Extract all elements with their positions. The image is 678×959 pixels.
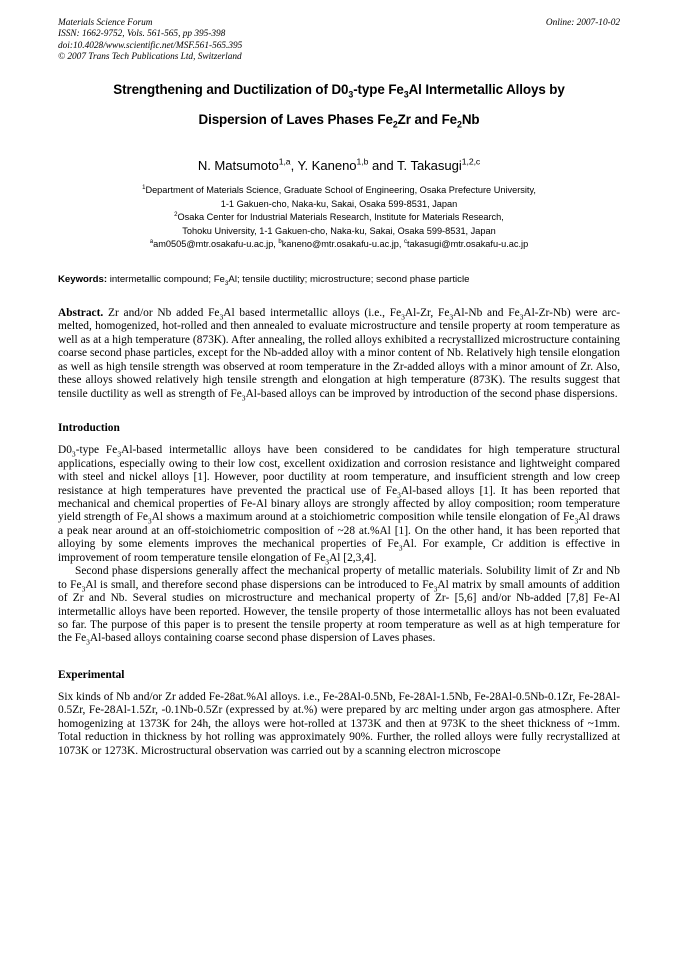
title-subscript: 2 (392, 119, 398, 130)
title-line-1: Strengthening and Ductilization of $D0_3$-type $Fe_3Al$ Intermetallic Alloys by (113, 82, 565, 100)
online-date: Online: 2007-10-02 (545, 18, 620, 28)
publisher-header (58, 18, 620, 66)
author-name: Y. Kaneno (297, 158, 357, 173)
page-title (58, 78, 620, 132)
abstract-paragraph: Abstract. Zr and/or Nb added $Fe_3Al$ based intermetallic alloys (i.e., $Fe_3Al-Zr$, $Fe_3Al-Nb$ and $Fe_3Al-Zr-Nb$) were arc-melted, homogenized, hot-rolled and then annealed to evaluate microstructure and tensile property at room temperature as well as at a high temperature (873K). After annealing, the rolled alloys exhibited a recrystallized microstructure containing coarse second phase particles, except for the Nb-added alloy with a minor content of Nb. Relatively high tensile elongation as well as high tensile strength was observed at room temperature in the Zr-added alloys with a minor amount of Zr. Also, these alloys showed relatively high tensile strength and elongation at high temperature (873K). The results suggest that tensile ductility as well as strength of $Fe_3Al$-based alloys can be improved by introduction of the second phase dispersions. (58, 306, 620, 402)
title-subscript: 3 (403, 89, 409, 100)
author-affiliation-marker: 1,2,c (461, 156, 481, 167)
author-list: N. Matsumoto$^{1,a}$, Y. Kaneno$^{1,b}$ and T. Takasugi$^{1,2,c}$ (197, 156, 481, 173)
introduction-paragraph-1: $D0_3$-type $Fe_3Al$-based intermetallic alloys have been considered to be candidates for high temperature structural applications, especially owing to their low cost, excellent oxidization and corrosion resistance and lightweight compared with steel and nickel alloys [1]. However, poor ductility at room temperature, and insufficient strength and low creep resistance at high temperatures have prevented the practical use of $Fe_3Al$-based alloys [1]. It has been reported that mechanical and chemical properties of Fe-Al binary alloys are strongly affected by alloy composition; room temperature yield strength of $Fe_3Al$ shows a maximum around at a stoichiometric composition while tensile elongation of $Fe_3Al$ draws a peak near around at an off-stoichiometric composition of ~28 at.%Al [1]. On the other hand, it has been reported that alloying by some elements improves the mechanical properties of $Fe_3Al$. For example, Cr addition is effective in improvement of room temperature tensile elongation of $Fe_3Al$ [2,3,4]. (58, 444, 620, 567)
abstract-label: Abstract. (58, 306, 104, 319)
affiliation-marker: 2 (174, 212, 178, 219)
email-marker: a (149, 239, 154, 246)
email-address: kaneno@mtr.osakafu-u.ac.jp, (281, 239, 404, 250)
title-subscript: 2 (457, 119, 462, 130)
doi-line: doi:10.4028/www.scientific.net/MSF.561-565.395 (58, 40, 243, 51)
section-heading-experimental: Experimental (58, 668, 125, 681)
email-marker: c (404, 239, 408, 246)
author-affiliation-marker: 1,a (278, 156, 291, 167)
title-subscript: 3 (348, 89, 354, 100)
section-heading-introduction: Introduction (58, 422, 120, 435)
author-name: T. Takasugi (397, 158, 462, 173)
introduction-paragraph-2: Second phase dispersions generally affect the mechanical property of metallic materials. Solubility limit of Zr and Nb to $Fe_3Al$ is small, and therefore second phase dispersions can be introduced to $Fe_3Al$ matrix by small amounts of addition of Zr and Nb. Several studies on microstructure and mechanical property of Zr- [5,6] and/or Nb-added [7,8] Fe-Al intermetallic alloys have been reported. However, the tensile property of those intermetallic alloys has not been evaluated so far. The purpose of this paper is to present the tensile property at room temperature as well as at high temperature for the $Fe_3Al$-based alloys containing coarse second phase dispersion of Laves phases. (58, 565, 620, 647)
email-address: takasugi@mtr.osakafu-u.ac.jp (407, 239, 529, 250)
author-emails (58, 238, 620, 252)
affiliation-marker: 1 (142, 184, 146, 191)
affiliation-1-line-2: 1-1 Gakuen-cho, Naka-ku, Sakai, Osaka 599-8531, Japan (220, 198, 458, 209)
keywords-label: Keywords: (58, 273, 108, 285)
keywords-line: Keywords: intermetallic compound; $Fe_3Al$; tensile ductility; microstructure; second phase particle (58, 273, 470, 287)
author-name: N. Matsumoto (197, 158, 279, 173)
author-affiliation-marker: 1,b (356, 156, 369, 167)
title-line-2: Dispersion of Laves Phases $Fe_2Zr$ and $Fe_2Nb$ (198, 112, 480, 130)
affiliation-2-line-1: $^2$Osaka Center for Industrial Materials Research, Institute for Materials Research, (174, 212, 504, 223)
issn-line: ISSN: 1662-9752, Vols. 561-565, pp 395-398 (58, 29, 226, 40)
affiliations-block (58, 184, 620, 252)
journal-name: Materials Science Forum (58, 18, 153, 28)
publisher-header-left (58, 18, 458, 64)
copyright-line: © 2007 Trans Tech Publications Ltd, Switzerland (58, 52, 242, 63)
experimental-paragraph-1: Six kinds of Nb and/or Zr added Fe-28at.%Al alloys. i.e., Fe-28Al-0.5Nb, Fe-28Al-1.5Nb, Fe-28Al-0.5Nb-0.1Zr, Fe-28Al-0.5Zr, Fe-28Al-1.5Zr, -0.1Nb-0.5Zr (expressed by at.%) were prepared by arc melting under argon gas atmosphere. After homogenizing at 1373K for 24h, the alloys were hot-rolled at 1373K and then at 973K to the sheet thickness of ~1mm. Total reduction in thickness by hot rolling was approximately 90%. Further, the rolled alloys were fully recrystallized at 1073K or 1273K. Microstructural observation was carried out by a scanning electron microscope (58, 690, 620, 757)
email-marker: b (278, 239, 282, 246)
email-address: am0505@mtr.osakafu-u.ac.jp, (153, 239, 279, 250)
affiliation-2-line-2: Tohoku University, 1-1 Gakuen-cho, Naka-ku, Sakai, Osaka 599-8531, Japan (182, 225, 496, 236)
affiliation-1-line-1: $^1$Department of Materials Science, Graduate School of Engineering, Osaka Prefecture University, (142, 184, 536, 195)
